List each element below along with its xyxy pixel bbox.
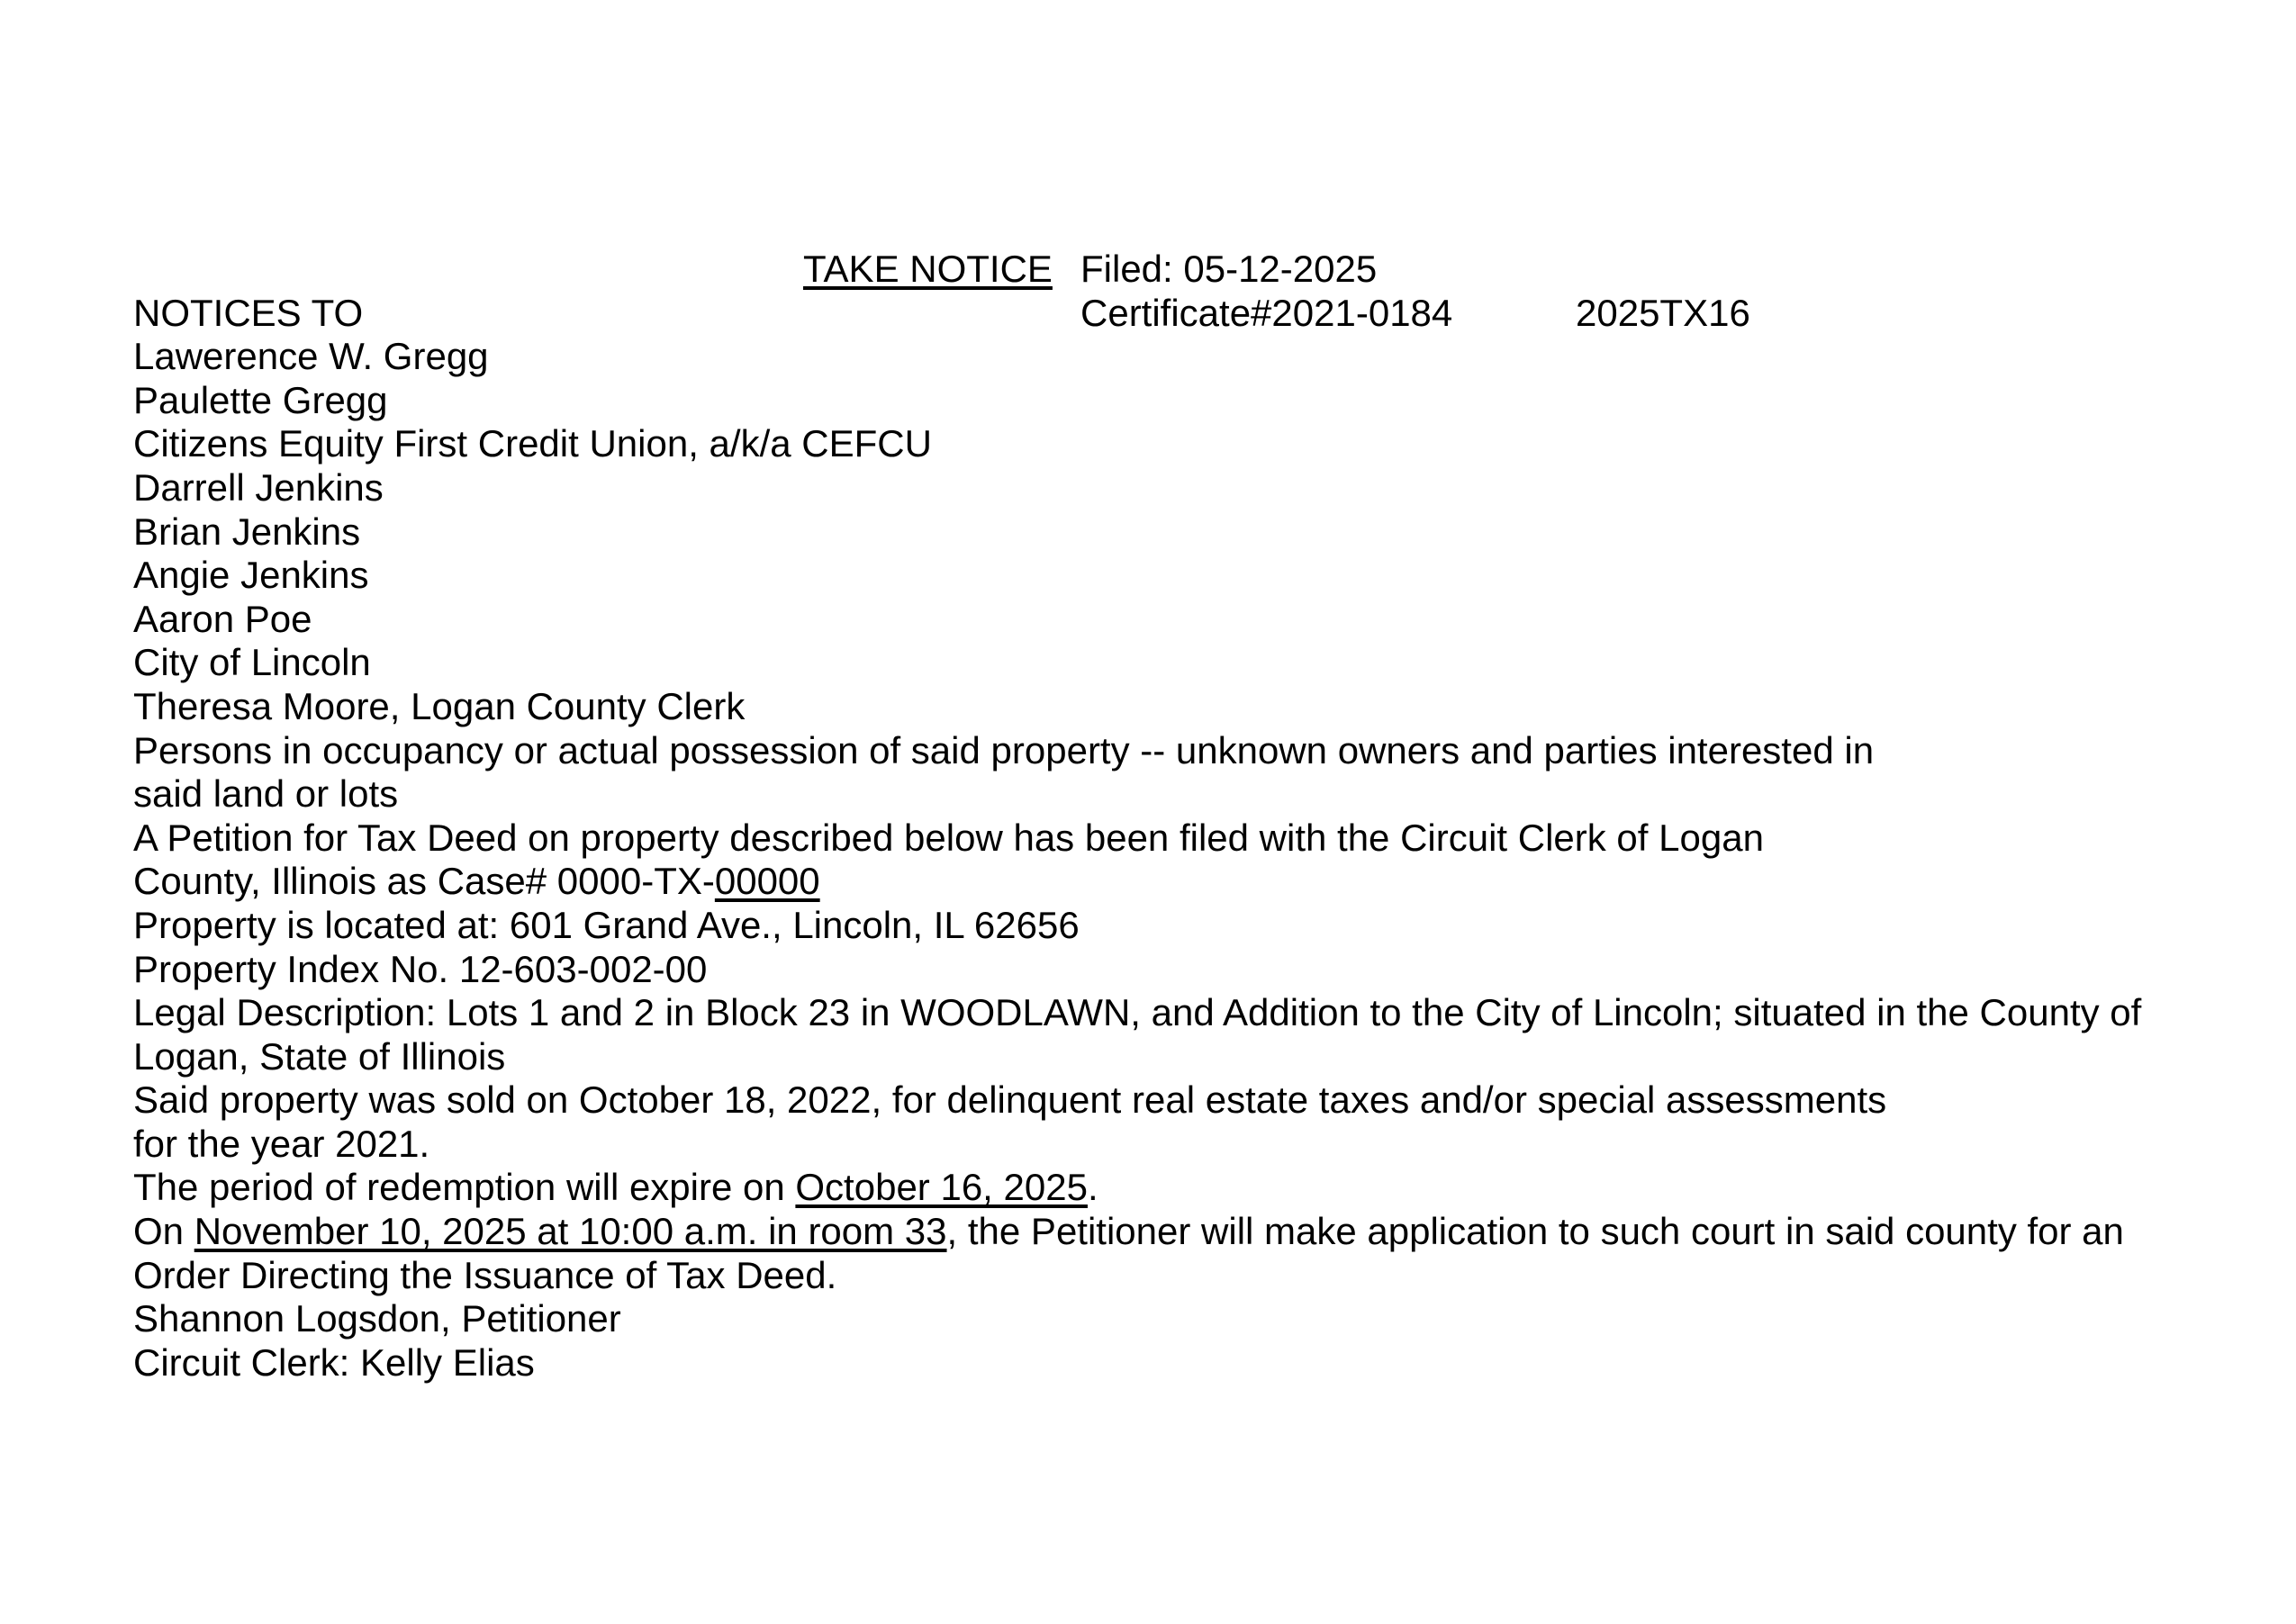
recipient-name: City of Lincoln <box>133 641 371 684</box>
petition-statement: A Petition for Tax Deed on property described below has been filed with the Circuit Clerk of Logan <box>133 816 1764 859</box>
legal-description-line <box>0 991 2296 1035</box>
case-number-blank: 00000 <box>714 860 820 903</box>
occupancy-parties-text: Persons in occupancy or actual possession of said property -- unknown owners and parties interested in <box>133 728 1875 771</box>
redemption-statement-prefix: The period of redemption will expire on <box>133 1166 796 1209</box>
petitioner-name: Shannon Logsdon, Petitioner <box>133 1297 621 1340</box>
recipient-name: Darrell Jenkins <box>133 465 384 509</box>
legal-description: Legal Description: Lots 1 and 2 in Block 23 in WOODLAWN, and Addition to the City of Lincoln; situated in the County of <box>133 991 2142 1034</box>
header-row-1 <box>0 248 2296 292</box>
sale-statement: for the year 2021. <box>133 1122 430 1165</box>
recipient-line <box>0 335 2296 379</box>
recipient-line <box>0 510 2296 555</box>
take-notice-title: TAKE NOTICE <box>803 248 1053 290</box>
recipient-line <box>0 641 2296 685</box>
hearing-statement-prefix: On <box>133 1210 194 1253</box>
redemption-line <box>0 1166 2296 1210</box>
recipient-name: Angie Jenkins <box>133 554 369 597</box>
order-statement: Order Directing the Issuance of Tax Deed. <box>133 1253 837 1296</box>
recipient-line <box>0 466 2296 510</box>
header-row-2 <box>0 292 2296 336</box>
notices-to-label: NOTICES TO <box>133 291 364 334</box>
occupancy-line <box>0 729 2296 773</box>
occupancy-parties-text: said land or lots <box>133 772 399 816</box>
sale-info-line <box>0 1078 2296 1123</box>
petition-line <box>0 817 2296 861</box>
circuit-clerk-name: Circuit Clerk: Kelly Elias <box>133 1340 535 1384</box>
recipient-name: Brian Jenkins <box>133 510 361 553</box>
sale-info-line <box>0 1123 2296 1167</box>
legal-description: Logan, State of Illinois <box>133 1034 506 1078</box>
recipient-line <box>0 598 2296 642</box>
hearing-line <box>0 1254 2296 1298</box>
recipient-name: Paulette Gregg <box>133 378 388 421</box>
certificate-number: Certificate#2021-0184 <box>1080 291 1453 334</box>
filed-date: Filed: 05-12-2025 <box>1080 248 1378 290</box>
case-number-prefix: County, Illinois as Case# 0000-TX- <box>133 860 715 903</box>
property-index-number: Property Index No. 12-603-002-00 <box>133 947 708 990</box>
property-location-line <box>0 904 2296 948</box>
circuit-clerk-line <box>0 1341 2296 1385</box>
property-location: Property is located at: 601 Grand Ave., Lincoln, IL 62656 <box>133 903 1080 946</box>
hearing-statement-suffix: , the Petitioner will make application to such court in said county for an <box>946 1210 2124 1253</box>
recipient-line <box>0 554 2296 598</box>
property-index-line <box>0 948 2296 992</box>
recipient-name: Lawerence W. Gregg <box>133 335 489 378</box>
petition-line <box>0 860 2296 904</box>
redemption-expiry-date: October 16, 2025 <box>795 1166 1088 1209</box>
recipient-line <box>0 379 2296 423</box>
hearing-date-time: November 10, 2025 at 10:00 a.m. in room 33 <box>194 1210 947 1253</box>
petitioner-line <box>0 1297 2296 1341</box>
recipient-name: Aaron Poe <box>133 597 312 640</box>
legal-description-line <box>0 1035 2296 1079</box>
redemption-statement-suffix: . <box>1087 1166 1098 1209</box>
recipient-line <box>0 685 2296 729</box>
occupancy-line <box>0 772 2296 817</box>
sale-statement: Said property was sold on October 18, 2022, for delinquent real estate taxes and/or special assessments <box>133 1078 1887 1122</box>
recipient-line <box>0 422 2296 466</box>
hearing-line <box>0 1210 2296 1254</box>
recipient-name: Citizens Equity First Credit Union, a/k/a CEFCU <box>133 422 932 465</box>
notice-document <box>0 248 2296 1385</box>
case-year-number: 2025TX16 <box>1576 291 1750 334</box>
recipient-name: Theresa Moore, Logan County Clerk <box>133 684 746 727</box>
